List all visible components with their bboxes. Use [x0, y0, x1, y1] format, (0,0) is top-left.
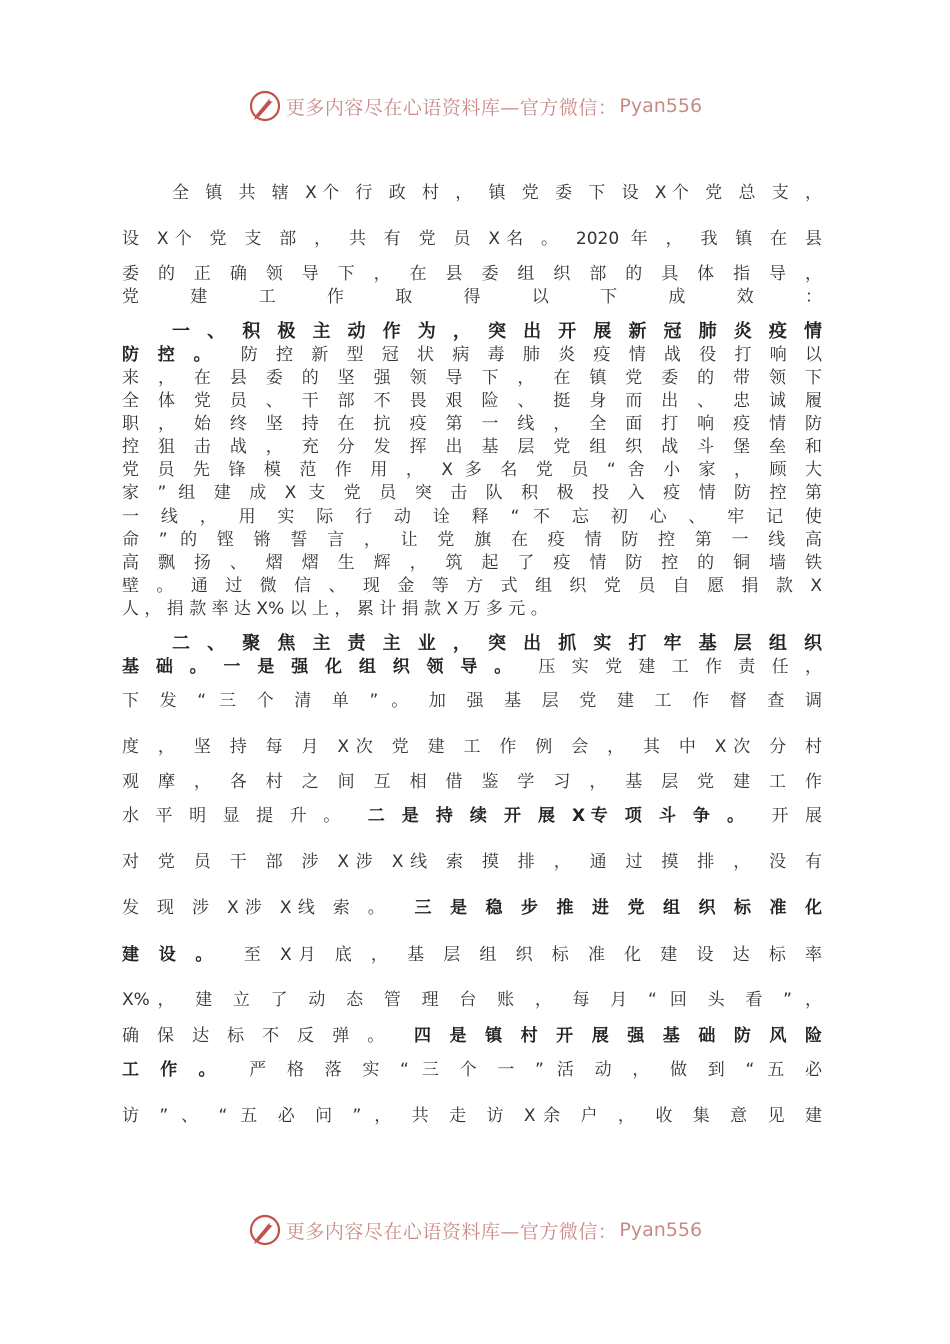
p3-line-10-a: 确 保 达 标 不 反 弹 。 [122, 1026, 391, 1046]
p3-line-5-c: 开 展 [771, 806, 823, 826]
banner-text: 更多内容尽在心语资料库—官方微信： [285, 1220, 618, 1243]
p2-heading-end: 防 控 。 [122, 345, 218, 365]
p3-line-9: X%， 建 立 了 动 态 管 理 台 账 ， 每 月 “ 回 头 看 ” ， [122, 990, 822, 1010]
p2-line-1 [122, 345, 822, 365]
p2-line-5: 控 狙 击 战 ， 充 分 发 挥 出 基 层 党 组 织 战 斗 堡 垒 和 [122, 437, 822, 457]
p2-heading [122, 322, 822, 342]
p2-line-6: 党 员 先 锋 模 范 作 用 ， X 多 名 党 员 “ 舍 小 家 ， 顾 大 [122, 460, 822, 480]
p2-line-4: 职 ， 始 终 坚 持 在 抗 疫 第 一 线 ， 全 面 打 响 疫 情 防 [122, 414, 822, 434]
p3-line-12: 访 ” 、 “ 五 必 问 ” ， 共 走 访 X余 户 ， 收 集 意 见 建 [122, 1106, 822, 1126]
p3-line-8 [122, 945, 822, 965]
p3-line-7-a: 发 现 涉 X涉 X线 索 。 [122, 898, 392, 918]
p3-line-1-text: 压 实 党 建 工 作 责 任 ， [538, 657, 823, 677]
banner-wechat-id: Pyan556 [619, 95, 703, 117]
p3-line-11-a: 工 作 。 [122, 1060, 224, 1080]
pen-logo-icon [248, 89, 282, 123]
banner-wechat-id: Pyan556 [619, 1219, 703, 1241]
p3-heading-end: 基 础 。 一 是 强 化 组 织 领 导 。 [122, 657, 517, 677]
p3-line-10-b: 四 是 镇 村 开 展 强 基 础 防 风 险 [413, 1026, 822, 1046]
p3-line-5-a: 水 平 明 显 提 升 。 [122, 806, 346, 826]
p1-line-3: 委 的 正 确 领 导 下 ， 在 县 委 组 织 部 的 具 体 指 导 ， [122, 264, 822, 284]
p3-line-5-b: 二 是 持 续 开 展 X专 项 斗 争 。 [367, 806, 750, 826]
p3-line-7-b: 三 是 稳 步 推 进 党 组 织 标 准 化 [414, 898, 822, 918]
p3-line-4: 观 摩 ， 各 村 之 间 互 相 借 鉴 学 习 ， 基 层 党 建 工 作 [122, 772, 822, 792]
footer-banner [0, 1210, 950, 1250]
p1-line-1: 全 镇 共 辖 X个 行 政 村 ， 镇 党 委 下 设 X个 党 总 支 ， [172, 183, 822, 203]
p3-line-6: 对 党 员 干 部 涉 X涉 X线 索 摸 排 ， 通 过 摸 排 ， 没 有 [122, 852, 822, 872]
header-banner [0, 86, 950, 126]
p3-line-3: 度 ， 坚 持 每 月 X次 党 建 工 作 例 会 ， 其 中 X次 分 村 [122, 737, 822, 757]
p3-line-8-b: 至 X月 底 ， 基 层 组 织 标 准 化 建 设 达 标 率 [243, 945, 823, 965]
p3-line-11 [122, 1060, 822, 1080]
p3-line-2: 下 发 “ 三 个 清 单 ” 。 加 强 基 层 党 建 工 作 督 查 调 [122, 691, 822, 711]
p2-line-11: 壁 。 通 过 微 信 、 现 金 等 方 式 组 织 党 员 自 愿 捐 款 X [122, 576, 822, 596]
p3-line-11-b: 严 格 落 实 “ 三 个 一 ” 活 动 ， 做 到 “ 五 必 [249, 1060, 823, 1080]
p2-heading-text: 一 、 积 极 主 动 作 为 ， 突 出 开 展 新 冠 肺 炎 疫 情 [172, 321, 822, 342]
p2-line-12: 人 ， 捐 款 率 达 X% 以 上 ， 累 计 捐 款 X 万 多 元 。 [122, 599, 548, 619]
p3-heading-text: 二 、 聚 焦 主 责 主 业 ， 突 出 抓 实 打 牢 基 层 组 织 [172, 633, 822, 654]
p3-heading [122, 634, 822, 654]
banner-text: 更多内容尽在心语资料库—官方微信： [285, 96, 618, 119]
p2-line-2: 来 ， 在 县 委 的 坚 强 领 导 下 ， 在 镇 党 委 的 带 领 下 [122, 368, 822, 388]
p3-line-8-a: 建 设 。 [122, 945, 220, 965]
pen-logo-icon [248, 1213, 282, 1247]
p2-line-8: 一 线 ， 用 实 际 行 动 诠 释 “ 不 忘 初 心 、 牢 记 使 [122, 507, 822, 527]
p2-line-3: 全 体 党 员 、 干 部 不 畏 艰 险 、 挺 身 而 出 、 忠 诚 履 [122, 391, 822, 411]
p3-line-10 [122, 1026, 822, 1046]
p3-line-1 [122, 657, 822, 677]
p3-line-7 [122, 898, 822, 918]
p2-line-7: 家 ” 组 建 成 X 支 党 员 突 击 队 积 极 投 入 疫 情 防 控 第 [122, 483, 822, 503]
p2-line-10: 高 飘 扬 、 熠 熠 生 辉 ， 筑 起 了 疫 情 防 控 的 铜 墙 铁 [122, 553, 822, 573]
p1-line-4: 党 建 工 作 取 得 以 下 成 效 ： [122, 287, 822, 307]
p2-line-9: 命 ” 的 铿 锵 誓 言 ， 让 党 旗 在 疫 情 防 控 第 一 线 高 [122, 530, 822, 550]
p3-line-5 [122, 806, 822, 826]
p1-line-2: 设 X个 党 支 部 ， 共 有 党 员 X名 。 2020 年 ， 我 镇 在 县 [122, 229, 822, 249]
p2-line-1-text: 防 控 新 型 冠 状 病 毒 肺 炎 疫 情 战 役 打 响 以 [240, 345, 823, 365]
